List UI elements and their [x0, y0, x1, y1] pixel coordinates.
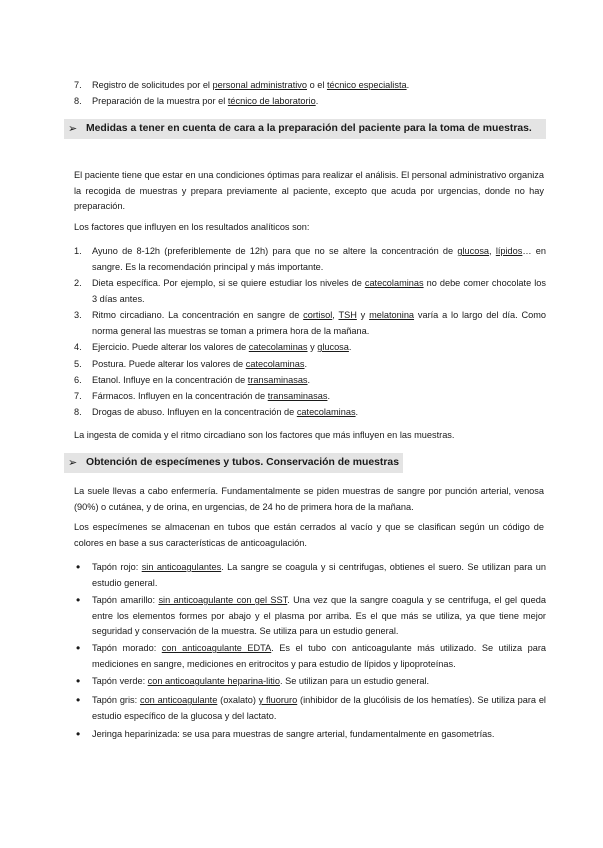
item-number: 7. [74, 80, 82, 90]
section-title: Medidas a tener en cuenta de cara a la preparación del paciente para la toma de muestras. [86, 123, 532, 134]
list-item: • Tapón gris: con anticoagulante (oxalato) y fluoruro (inhibidor de la glucólisis de los hematíes). Se utiliza para el estudio específico de la glucosa y del lactato. [76, 693, 546, 721]
bullet-icon: • [76, 693, 81, 707]
factors-lead: Los factores que influyen en los resultados analíticos son: [74, 222, 310, 232]
list-item: • Jeringa heparinizada: se usa para muestras de sangre arterial, fundamentalmente en gasometrías. [76, 727, 495, 741]
list-item: 2. Dieta específica. Por ejemplo, si se quiere estudiar los niveles de catecolaminas no debe comer chocolate los 3 días antes. [74, 278, 546, 304]
section-title: Obtención de especímenes y tubos. Conservación de muestras [86, 457, 399, 468]
list-item: 1. Ayuno de 8-12h (preferiblemente de 12h) para que no se altere la concentración de glucosa, lípidos… en sangre. Es la recomendación principal y más importante. [74, 246, 546, 272]
list-item: 8. Drogas de abuso. Influyen en la concentración de catecolaminas. [74, 407, 359, 417]
section-heading [64, 119, 546, 139]
bullet-icon: • [76, 641, 81, 655]
bullet-icon: • [76, 674, 81, 688]
section-heading [64, 453, 403, 473]
paragraph: Los especímenes se almacenan en tubos que están cerrados al vacío y que se clasifican según un código de colores en base a sus características de anticoagulación. [74, 522, 544, 548]
intro-paragraph: El paciente tiene que estar en una condiciones óptimas para realizar el análisis. El personal administrativo organiza la recogida de muestras y prepara previamente al paciente, excepto que acuda por urgencias, donde no hay preparación. [74, 170, 544, 211]
item-number: 8. [74, 96, 82, 106]
list-item: • Tapón rojo: sin anticoagulantes. La sangre se coagula y si centrifugas, obtienes el suero. Se utilizan para un estudio general. [76, 560, 546, 588]
bullet-icon: • [76, 560, 81, 574]
bullet-icon: • [76, 593, 81, 607]
list-item: • Tapón verde: con anticoagulante heparina-litio. Se utilizan para un estudio general. [76, 674, 430, 688]
list-item: • Tapón amarillo: sin anticoagulante con gel SST. Una vez que la sangre coagula y se centrifuga, el gel queda entre los elementos formes por abajo y el plasma por arriba. Es el que más se utiliza, ya que tiene mejor seguridad y conservación de la muestra. Se utiliza para un estudio general. [76, 593, 546, 636]
list-item: 8. Preparación de la muestra por el técnico de laboratorio. [74, 94, 546, 110]
factors-note: La ingesta de comida y el ritmo circadiano son los factores que más influyen en las muestras. [74, 430, 455, 440]
list-item: 7. Fármacos. Influyen en la concentración de transaminasas. [74, 391, 330, 401]
list-item: 7. Registro de solicitudes por el personal administrativo o el técnico especialista. [74, 78, 546, 94]
arrow-bullet-icon: ➢ [68, 123, 78, 135]
list-item: 6. Etanol. Influye en la concentración de transaminasas. [74, 375, 311, 385]
list-item: 5. Postura. Puede alterar los valores de catecolaminas. [74, 359, 308, 369]
paragraph: La suele llevas a cabo enfermería. Fundamentalmente se piden muestras de sangre por punción arterial, venosa (90%) o cutánea, y de orina, en urgencias, de 24 ho de primera hora de la mañana. [74, 486, 544, 512]
list-item: • Tapón morado: con anticoagulante EDTA. Es el tubo con anticoagulante más utilizado. Se utiliza para mediciones en sangre, mediciones en eritrocitos y para estudio de lípidos y lipoproteínas. [76, 641, 546, 669]
arrow-bullet-icon: ➢ [68, 457, 78, 469]
bullet-icon: • [76, 727, 81, 741]
list-item: 3. Ritmo circadiano. La concentración en sangre de cortisol, TSH y melatonina varía a lo largo del día. Como norma general las muestras se toman a primera hora de la mañana. [74, 310, 547, 336]
list-item: 4. Ejercicio. Puede alterar los valores de catecolaminas y glucosa. [74, 342, 352, 352]
